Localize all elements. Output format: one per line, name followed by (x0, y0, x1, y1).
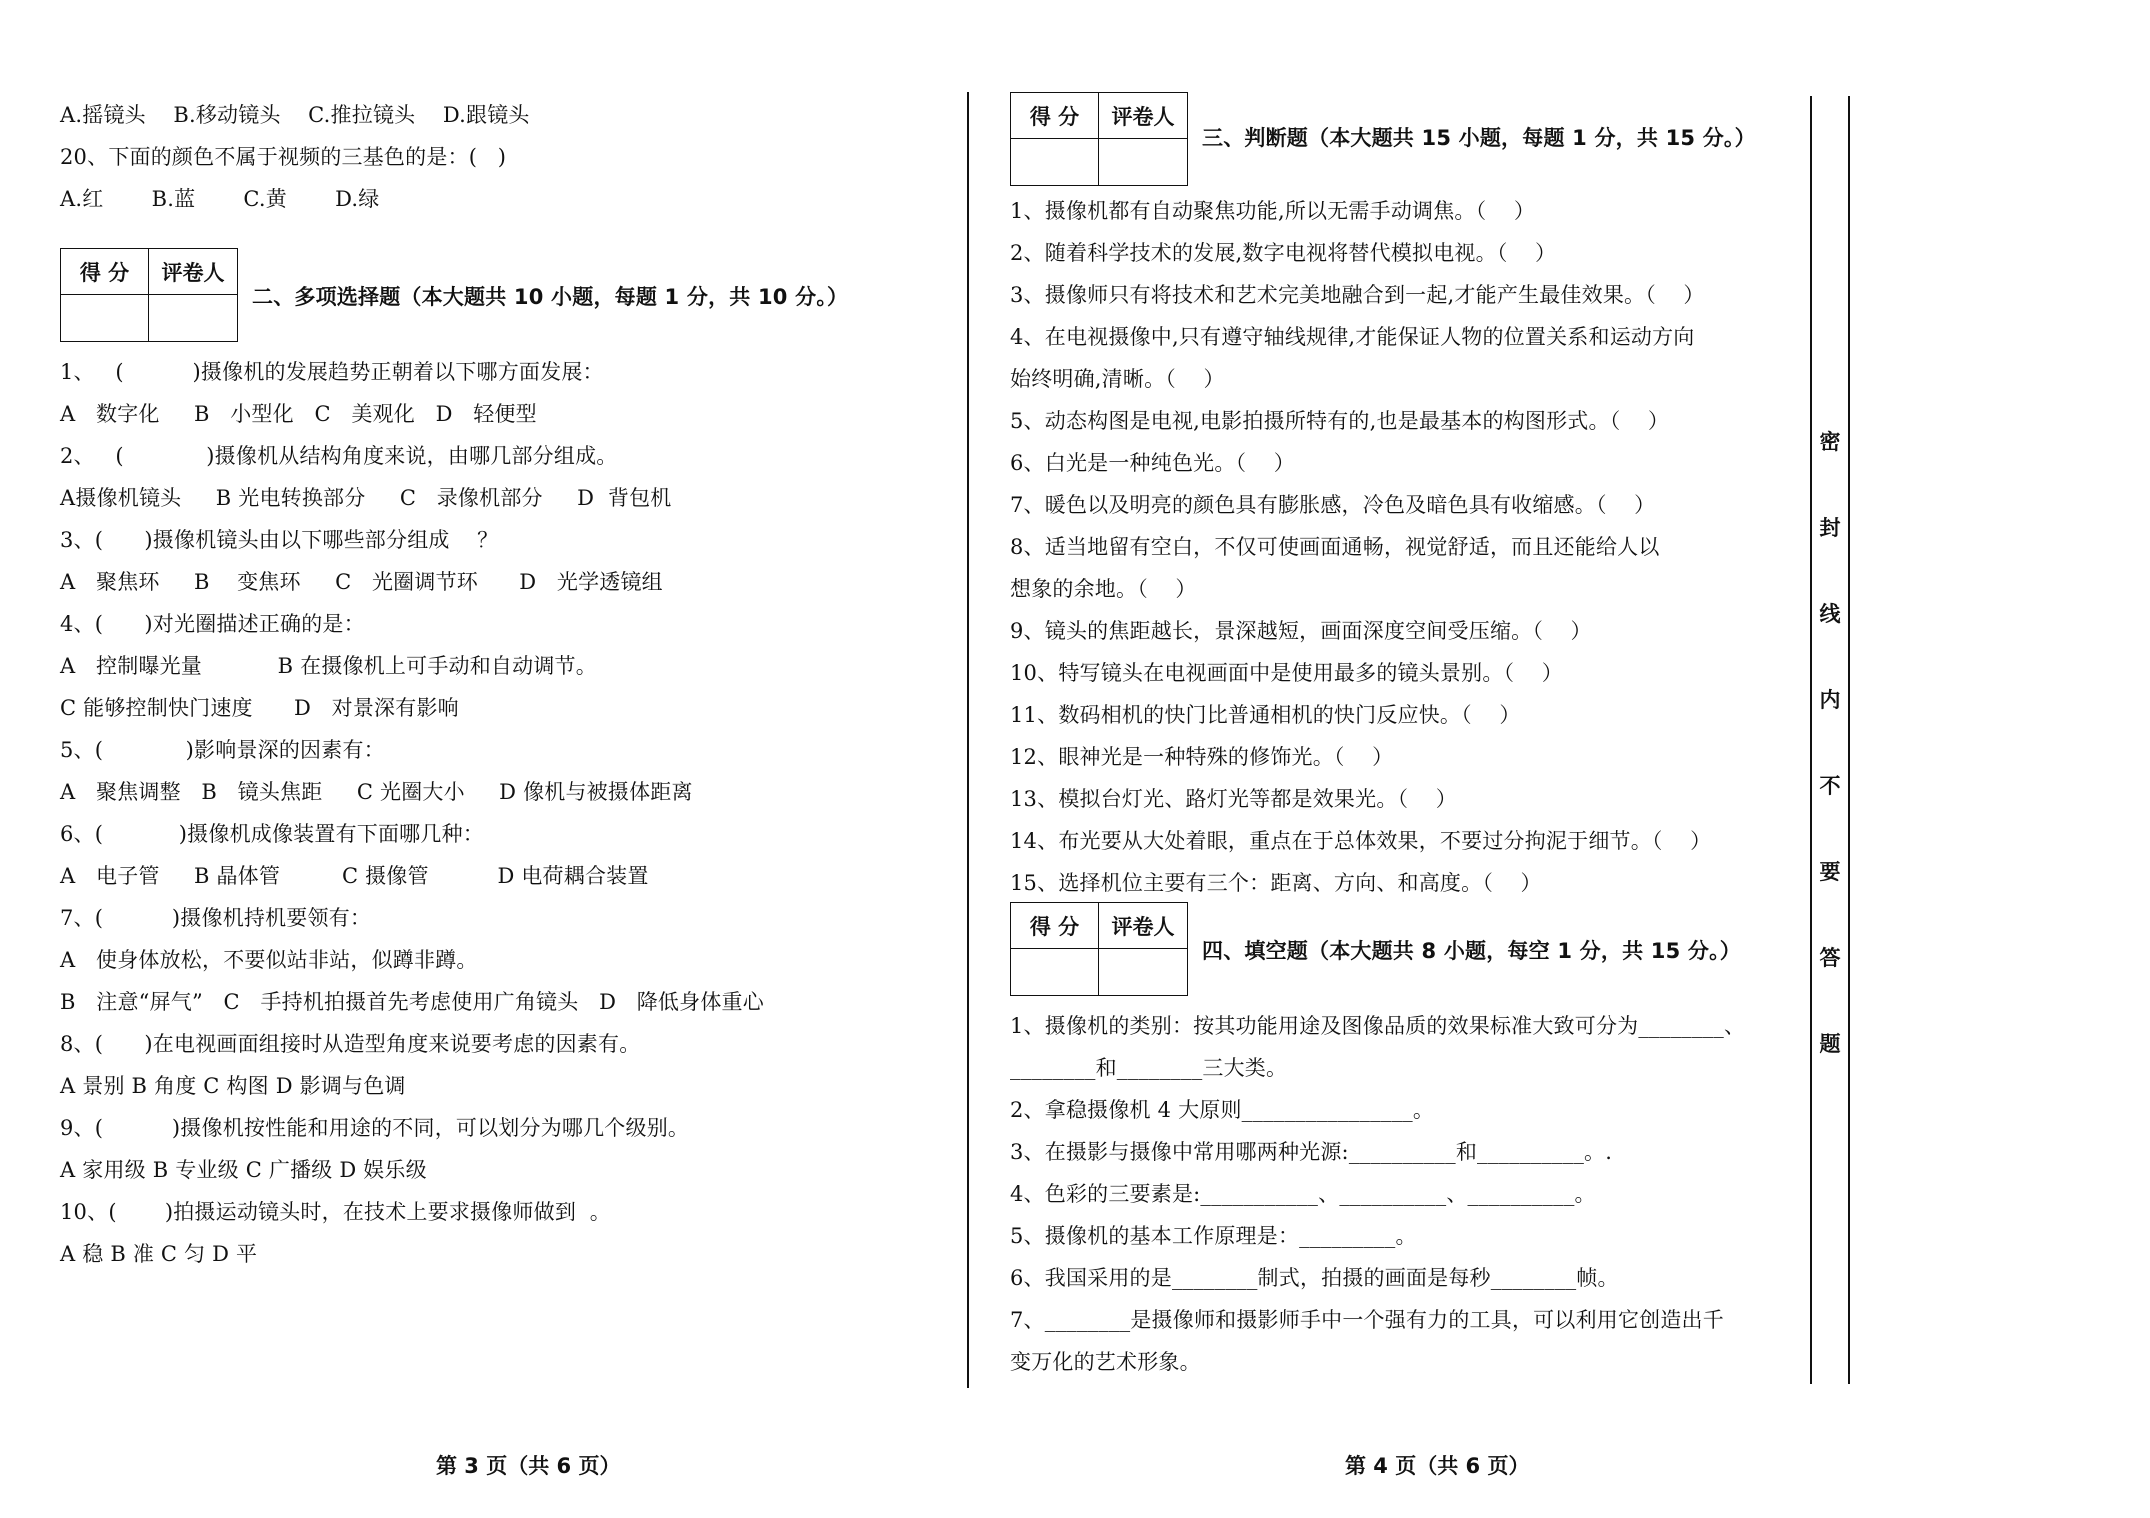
question-line: 13、模拟台灯光、路灯光等都是效果光。（ ） (1010, 787, 1457, 811)
question-line: 15、选择机位主要有三个：距离、方向、和高度。（ ） (1010, 871, 1542, 895)
question-line: 8、( )在电视画面组接时从造型角度来说要考虑的因素有。 (60, 1032, 641, 1056)
seal-char: 封 (1819, 516, 1841, 540)
score-cell[interactable] (1011, 139, 1099, 185)
right-page (1000, 0, 1820, 1518)
question-line: A 景别 B 角度 C 构图 D 影调与色调 (60, 1074, 406, 1098)
question-line: 7、________是摄像师和摄影师手中一个强有力的工具，可以利用它创造出千 (1010, 1308, 1724, 1332)
section-title: 二、多项选择题（本大题共 10 小题，每题 1 分，共 10 分。） (252, 285, 849, 309)
question-line: 11、数码相机的快门比普通相机的快门反应快。（ ） (1010, 703, 1521, 727)
question-line: 4、( )对光圈描述正确的是： (60, 612, 365, 636)
question-line: 想象的余地。（ ） (1010, 577, 1197, 601)
question-line: 7、暖色以及明亮的颜色具有膨胀感，冷色及暗色具有收缩感。（ ） (1010, 493, 1656, 517)
question-line: 6、我国采用的是________制式，拍摄的画面是每秒________帧。 (1010, 1266, 1619, 1290)
score-box (60, 248, 238, 342)
question-line: A 家用级 B 专业级 C 广播级 D 娱乐级 (60, 1158, 427, 1182)
question-line: 5、( )影响景深的因素有： (60, 738, 385, 762)
question-line: A 数字化 B 小型化 C 美观化 D 轻便型 (60, 402, 537, 426)
page-footer-left: 第 3 页（共 6 页） (436, 1454, 621, 1478)
question-line: 7、( )摄像机持机要领有： (60, 906, 372, 930)
grader-cell[interactable] (1099, 139, 1187, 185)
question-line: B 注意“屏气” C 手持机拍摄首先考虑使用广角镜头 D 降低身体重心 (60, 990, 764, 1014)
question-line: A.红 B.蓝 C.黄 D.绿 (60, 187, 380, 211)
section-title: 四、填空题（本大题共 8 小题，每空 1 分，共 15 分。） (1202, 939, 1742, 963)
question-line: 20、下面的颜色不属于视频的三基色的是：( ) (60, 145, 507, 169)
question-line: 12、眼神光是一种特殊的修饰光。（ ） (1010, 745, 1394, 769)
question-line: 4、在电视摄像中,只有遵守轴线规律,才能保证人物的位置关系和运动方向 (1010, 325, 1695, 349)
question-line: 1、摄像机都有自动聚焦功能,所以无需手动调焦。（ ） (1010, 199, 1536, 223)
question-line: 1、摄像机的类别：按其功能用途及图像品质的效果标准大致可分为________、 (1010, 1014, 1746, 1038)
question-line: 始终明确,清晰。（ ） (1010, 367, 1225, 391)
score-cell[interactable] (1011, 949, 1099, 995)
question-line: 2、 ( )摄像机从结构角度来说，由哪几部分组成。 (60, 444, 618, 468)
question-line: A 稳 B 准 C 匀 D 平 (60, 1242, 258, 1266)
grader-cell[interactable] (149, 295, 237, 341)
grader-cell[interactable] (1099, 949, 1187, 995)
question-line: 3、在摄影与摄像中常用哪两种光源:__________和__________。. (1010, 1140, 1613, 1164)
question-line: 9、( )摄像机按性能和用途的不同，可以划分为哪几个级别。 (60, 1116, 690, 1140)
question-line: 变万化的艺术形象。 (1010, 1350, 1201, 1374)
question-line: A 聚焦调整 B 镜头焦距 C 光圈大小 D 像机与被摄体距离 (60, 780, 693, 804)
question-line: 1、 ( )摄像机的发展趋势正朝着以下哪方面发展： (60, 360, 604, 384)
question-line: 2、拿稳摄像机 4 大原则________________。 (1010, 1098, 1435, 1122)
question-line: 4、色彩的三要素是:___________、__________、__________。 (1010, 1182, 1596, 1206)
question-line: 14、布光要从大处着眼，重点在于总体效果，不要过分拘泥于细节。（ ） (1010, 829, 1712, 853)
seal-char: 不 (1819, 774, 1841, 798)
question-line: A 电子管 B 晶体管 C 摄像管 D 电荷耦合装置 (60, 864, 649, 888)
seal-char: 线 (1819, 602, 1841, 626)
question-line: 5、动态构图是电视,电影拍摄所特有的,也是最基本的构图形式。（ ） (1010, 409, 1670, 433)
question-line: 2、随着科学技术的发展,数字电视将替代模拟电视。（ ） (1010, 241, 1557, 265)
score-box (1010, 902, 1188, 996)
score-header: 得 分 (61, 249, 149, 295)
question-line: 3、摄像师只有将技术和艺术完美地融合到一起,才能产生最佳效果。（ ） (1010, 283, 1705, 307)
seal-char: 答 (1819, 946, 1841, 970)
grader-header: 评卷人 (1099, 93, 1187, 139)
question-line: A 聚焦环 B 变焦环 C 光圈调节环 D 光学透镜组 (60, 570, 663, 594)
grader-header: 评卷人 (149, 249, 237, 295)
score-header: 得 分 (1011, 903, 1099, 949)
question-line: A 使身体放松，不要似站非站，似蹲非蹲。 (60, 948, 478, 972)
question-line: 6、白光是一种纯色光。（ ） (1010, 451, 1295, 475)
score-cell[interactable] (61, 295, 149, 341)
page-footer-right: 第 4 页（共 6 页） (1345, 1454, 1530, 1478)
question-line: 10、特写镜头在电视画面中是使用最多的镜头景别。（ ） (1010, 661, 1563, 685)
left-page (0, 0, 965, 1518)
seal-line-left (1810, 96, 1812, 1384)
seal-char: 题 (1819, 1032, 1841, 1056)
question-line: C 能够控制快门速度 D 对景深有影响 (60, 696, 459, 720)
seal-char: 内 (1819, 688, 1841, 712)
question-line: A摄像机镜头 B 光电转换部分 C 录像机部分 D 背包机 (60, 486, 672, 510)
score-box (1010, 92, 1188, 186)
section-title: 三、判断题（本大题共 15 小题，每题 1 分，共 15 分。） (1202, 126, 1756, 150)
seal-char: 要 (1819, 860, 1841, 884)
question-line: 3、( )摄像机镜头由以下哪些部分组成 ？ (60, 528, 499, 552)
center-divider (967, 92, 969, 1388)
question-line: 5、摄像机的基本工作原理是：_________。 (1010, 1224, 1417, 1248)
question-line: 6、( )摄像机成像装置有下面哪几种： (60, 822, 484, 846)
question-line: A.摇镜头 B.移动镜头 C.推拉镜头 D.跟镜头 (60, 103, 530, 127)
seal-char: 密 (1819, 430, 1841, 454)
question-line: ________和________三大类。 (1010, 1056, 1288, 1080)
grader-header: 评卷人 (1099, 903, 1187, 949)
question-line: 9、镜头的焦距越长，景深越短，画面深度空间受压缩。（ ） (1010, 619, 1592, 643)
seal-line-right (1848, 96, 1850, 1384)
question-line: A 控制曝光量 B 在摄像机上可手动和自动调节。 (60, 654, 597, 678)
score-header: 得 分 (1011, 93, 1099, 139)
question-line: 8、适当地留有空白，不仅可使画面通畅，视觉舒适，而且还能给人以 (1010, 535, 1660, 559)
question-line: 10、( )拍摄运动镜头时，在技术上要求摄像师做到 。 (60, 1200, 611, 1224)
